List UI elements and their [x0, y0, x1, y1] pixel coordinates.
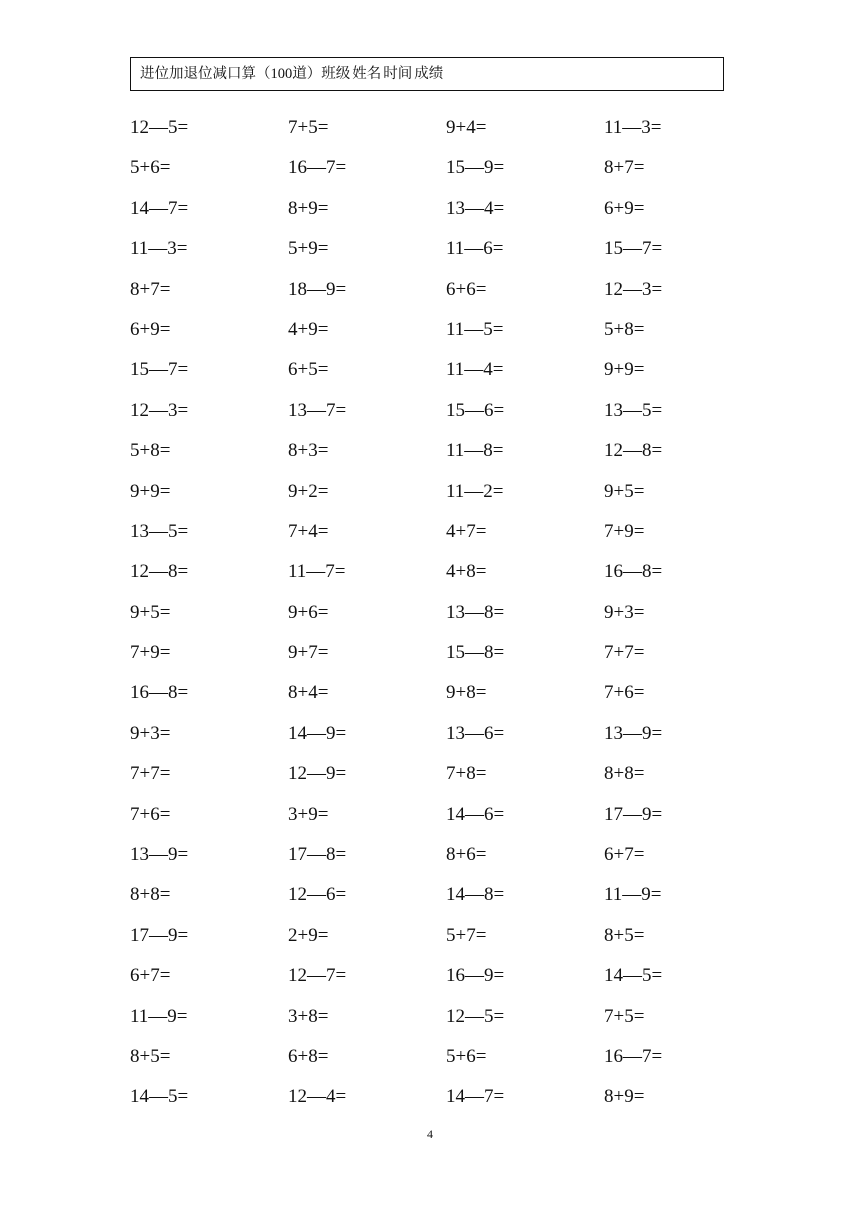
math-problem: 7+5=	[288, 117, 329, 138]
math-problem: 9+6=	[288, 601, 329, 623]
page-number: 4	[427, 1127, 433, 1141]
math-problem: 8+4=	[288, 682, 329, 704]
math-problem: 7+9=	[130, 642, 171, 664]
math-problem: 11—9=	[604, 884, 662, 906]
math-problem: 14—5=	[604, 965, 663, 987]
math-problem: 12—3=	[604, 278, 663, 300]
math-problem: 13—6=	[446, 722, 505, 744]
problem-grid	[130, 108, 770, 1118]
math-problem: 14—7=	[130, 197, 189, 219]
math-problem: 5+7=	[446, 924, 487, 946]
math-problem: 11—9=	[130, 1005, 188, 1027]
math-problem: 12—7=	[288, 965, 347, 987]
math-problem: 9+7=	[288, 642, 329, 664]
math-problem: 7+6=	[130, 803, 171, 825]
math-problem: 5+6=	[446, 1045, 487, 1067]
math-problem: 11—2=	[446, 480, 504, 502]
math-problem: 17—9=	[604, 803, 663, 825]
math-problem: 13—7=	[288, 399, 347, 421]
math-problem: 7+7=	[130, 763, 171, 785]
math-problem: 7+7=	[604, 642, 645, 664]
math-problem: 16—9=	[446, 965, 505, 987]
math-problem: 5+9=	[288, 238, 329, 260]
math-problem: 12—9=	[288, 763, 347, 785]
math-problem: 7+9=	[604, 520, 645, 542]
math-problem: 8+9=	[288, 197, 329, 219]
math-problem: 14—8=	[446, 884, 505, 906]
math-problem: 5+8=	[130, 440, 171, 462]
math-problem: 8+7=	[604, 157, 645, 179]
math-problem: 12—5=	[130, 117, 189, 138]
math-problem: 13—5=	[604, 399, 663, 421]
math-problem: 7+6=	[604, 682, 645, 704]
math-problem: 6+5=	[288, 359, 329, 381]
math-problem: 8+7=	[130, 278, 171, 300]
math-problem: 13—8=	[446, 601, 505, 623]
math-problem: 11—6=	[446, 238, 504, 260]
math-problem: 12—8=	[130, 561, 189, 583]
math-problem: 15—9=	[446, 157, 505, 179]
worksheet-title: 进位加退位减口算（100道）班级	[140, 66, 351, 82]
math-problem: 3+9=	[288, 803, 329, 825]
math-problem: 8+9=	[604, 1086, 645, 1108]
math-problem: 13—9=	[604, 722, 663, 744]
math-problem: 6+6=	[446, 278, 487, 300]
math-problem: 15—6=	[446, 399, 505, 421]
math-problem: 3+8=	[288, 1005, 329, 1027]
math-problem: 9+3=	[604, 601, 645, 623]
math-problem: 16—7=	[604, 1045, 663, 1067]
math-problem: 9+4=	[446, 117, 487, 138]
math-problem: 4+7=	[446, 520, 487, 542]
math-problem: 8+5=	[130, 1045, 171, 1067]
math-problem: 9+3=	[130, 722, 171, 744]
math-problem: 15—7=	[130, 359, 189, 381]
math-problem: 8+8=	[130, 884, 171, 906]
math-problem: 6+9=	[130, 318, 171, 340]
math-problem: 7+5=	[604, 1005, 645, 1027]
math-problem: 17—8=	[288, 844, 347, 866]
math-problem: 12—4=	[288, 1086, 347, 1108]
math-problem: 9+8=	[446, 682, 487, 704]
math-problem: 13—9=	[130, 844, 189, 866]
math-problem: 11—7=	[288, 561, 346, 583]
math-problem: 11—3=	[604, 117, 662, 138]
math-problem: 7+8=	[446, 763, 487, 785]
math-problem: 4+8=	[446, 561, 487, 583]
name-label: 姓名	[352, 66, 382, 82]
math-problem: 15—8=	[446, 642, 505, 664]
math-problem: 2+9=	[288, 924, 329, 946]
math-problem: 12—8=	[604, 440, 663, 462]
math-problem: 11—3=	[130, 238, 188, 260]
math-problem: 14—6=	[446, 803, 505, 825]
time-label: 时间	[383, 66, 413, 82]
math-problem: 8+6=	[446, 844, 487, 866]
math-problem: 6+7=	[130, 965, 171, 987]
math-problem: 9+5=	[604, 480, 645, 502]
math-problem: 14—7=	[446, 1086, 505, 1108]
math-problem: 12—5=	[446, 1005, 505, 1027]
math-problem: 5+6=	[130, 157, 171, 179]
math-problem: 7+4=	[288, 520, 329, 542]
math-problem: 13—5=	[130, 520, 189, 542]
math-problem: 15—7=	[604, 238, 663, 260]
math-problem: 16—8=	[604, 561, 663, 583]
math-problem: 16—7=	[288, 157, 347, 179]
score-label: 成绩	[414, 66, 444, 82]
worksheet-header	[130, 57, 724, 91]
math-problem: 12—3=	[130, 399, 189, 421]
math-problem: 6+8=	[288, 1045, 329, 1067]
math-problem: 11—5=	[446, 318, 504, 340]
math-problem: 8+8=	[604, 763, 645, 785]
math-problem: 9+9=	[130, 480, 171, 502]
math-problem: 11—4=	[446, 359, 504, 381]
math-problem: 16—8=	[130, 682, 189, 704]
math-problem: 8+3=	[288, 440, 329, 462]
math-problem: 17—9=	[130, 924, 189, 946]
math-problem: 14—5=	[130, 1086, 189, 1108]
math-problem: 13—4=	[446, 197, 505, 219]
math-problem: 6+9=	[604, 197, 645, 219]
math-problem: 4+9=	[288, 318, 329, 340]
math-problem: 9+5=	[130, 601, 171, 623]
math-problem: 5+8=	[604, 318, 645, 340]
math-problem: 11—8=	[446, 440, 504, 462]
math-problem: 12—6=	[288, 884, 347, 906]
math-problem: 18—9=	[288, 278, 347, 300]
math-problem: 9+9=	[604, 359, 645, 381]
math-problem: 8+5=	[604, 924, 645, 946]
math-problem: 6+7=	[604, 844, 645, 866]
math-problem: 14—9=	[288, 722, 347, 744]
math-problem: 9+2=	[288, 480, 329, 502]
